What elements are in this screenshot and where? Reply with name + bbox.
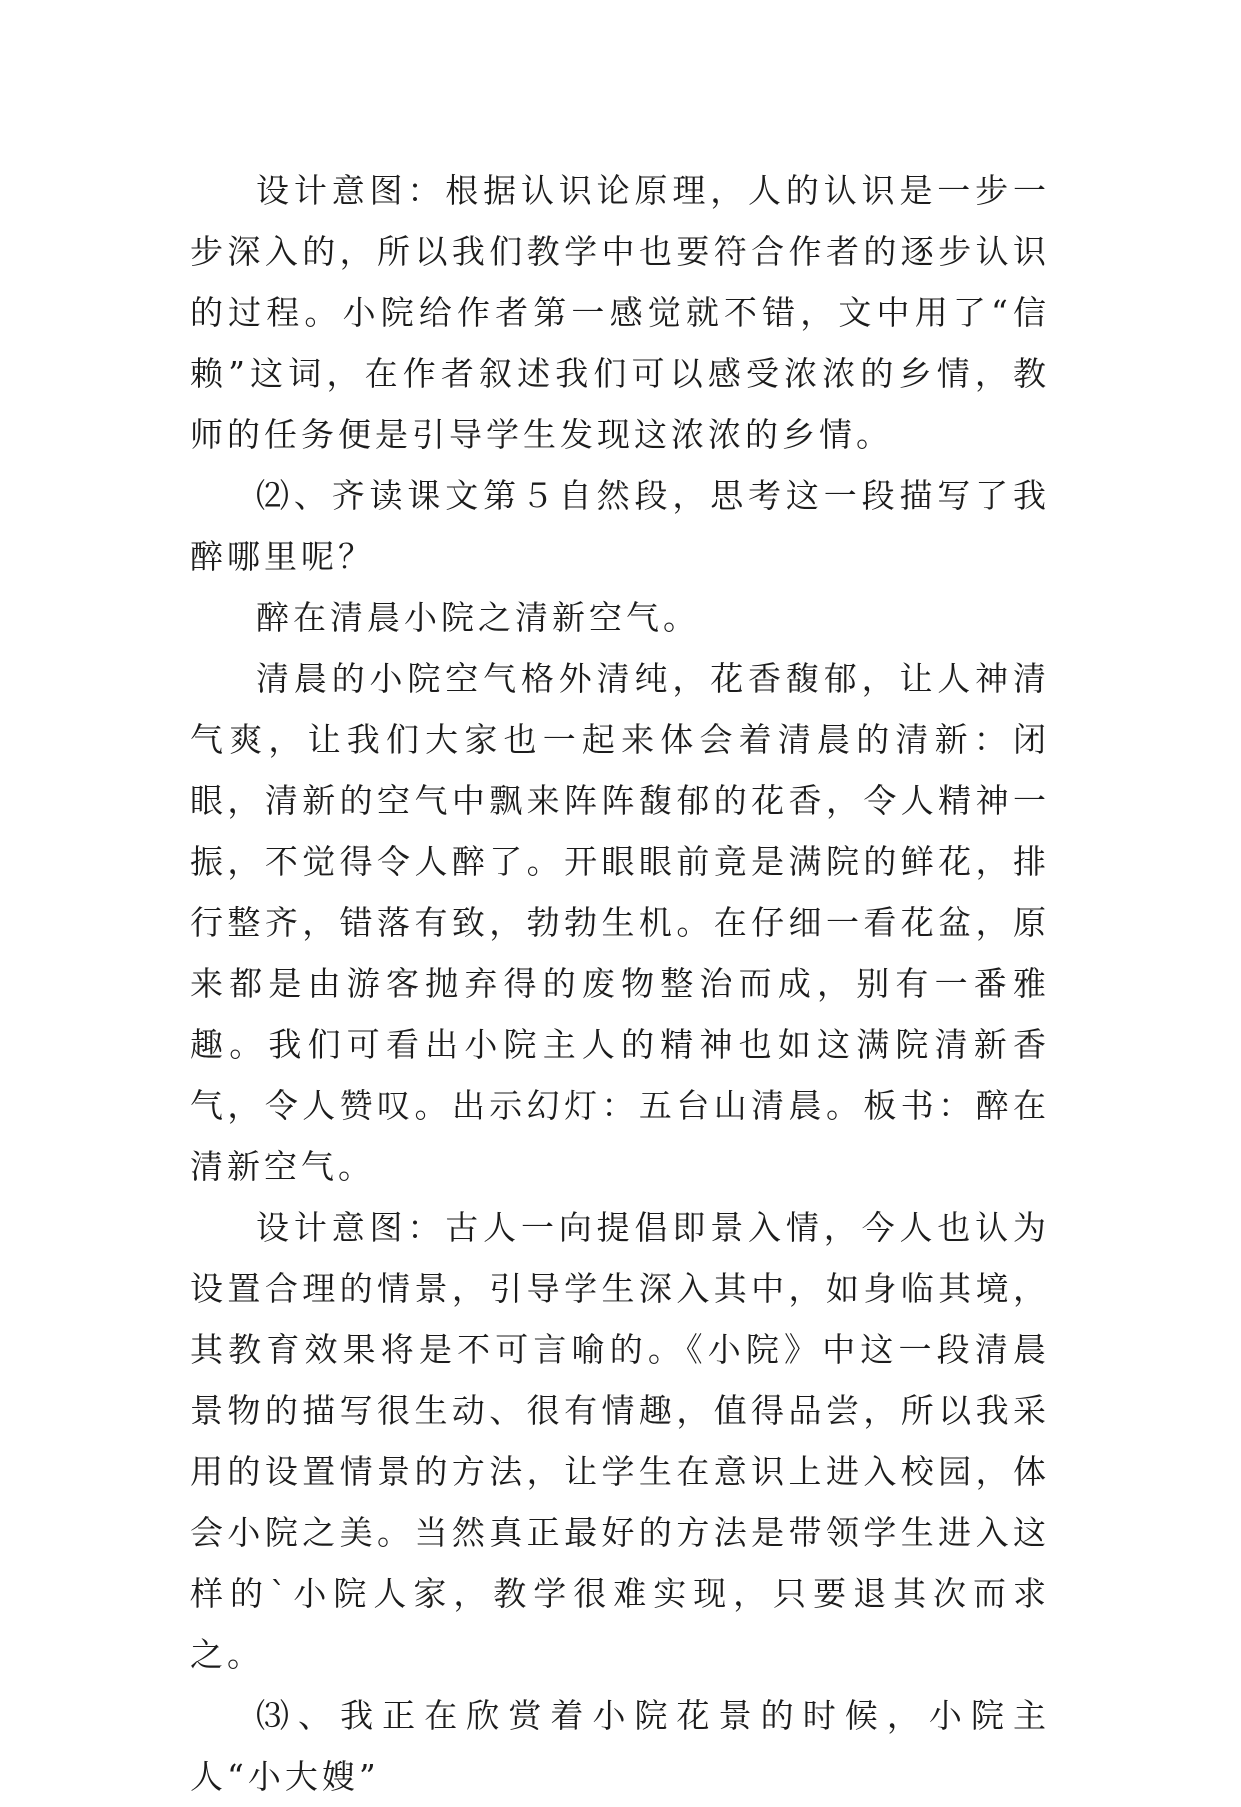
paragraph-answer-heading: 醉在清晨小院之清新空气。 [256, 598, 700, 637]
paragraph-design-intent-1: 设计意图：根据认识论原理，人的认识是一步一步深入的，所以我们教学中也要符合作者的逐步认识的过程。小院给作者第一感觉就不错，文中用了“信赖”这词，在作者叙述我们可以感受浓浓的乡情，教师的任务便是引导学生发现这浓浓的乡情。 [190, 171, 1050, 454]
paragraph-morning-description: 清晨的小院空气格外清纯，花香馥郁，让人神清气爽，让我们大家也一起来体会着清晨的清新：闭眼，清新的空气中飘来阵阵馥郁的花香，令人精神一振，不觉得令人醉了。开眼眼前竟是满院的鲜花，排行整齐，错落有致，勃勃生机。在仔细一看花盆，原来都是由游客抛弃得的废物整治而成，别有一番雅趣。我们可看出小院主人的精神也如这满院清新香气，令人赞叹。出示幻灯：五台山清晨。板书：醉在清新空气。 [190, 659, 1050, 1186]
paragraph-question-3: ⑶、我正在欣赏着小院花景的时候，小院主人“小大嫂” [190, 1696, 1050, 1796]
paragraph-design-intent-2: 设计意图：古人一向提倡即景入情，今人也认为设置合理的情景，引导学生深入其中，如身临其境，其教育效果将是不可言喻的。《小院》中这一段清晨景物的描写很生动、很有情趣，值得品尝，所以我采用的设置情景的方法，让学生在意识上进入校园，体会小院之美。当然真正最好的方法是带领学生进入这样的`小院人家，教学很难实现，只要退其次而求之。 [190, 1208, 1050, 1674]
paragraph-question-2: ⑵、齐读课文第５自然段，思考这一段描写了我醉哪里呢？ [190, 476, 1050, 576]
body-text [190, 160, 1050, 1807]
